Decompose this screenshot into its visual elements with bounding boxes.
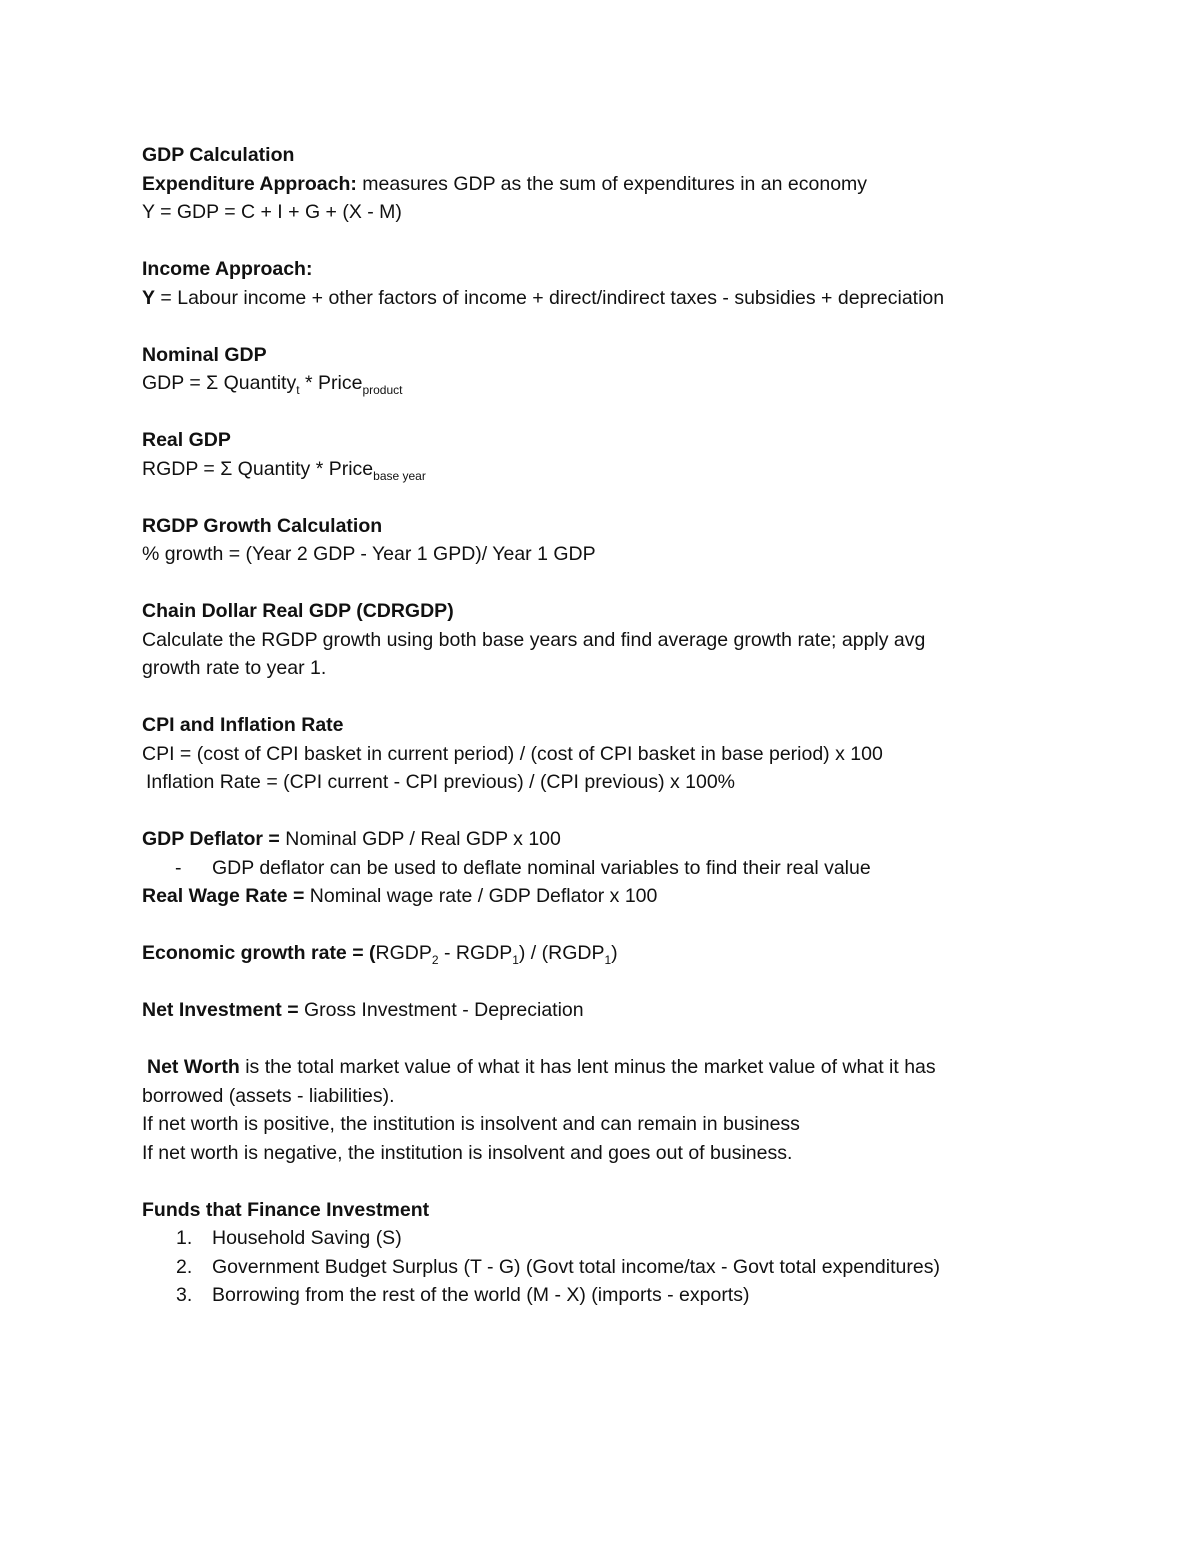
net-worth-positive: If net worth is positive, the institution is insolvent and can remain in business — [142, 1113, 800, 1135]
rgdp-growth-heading: RGDP Growth Calculation — [142, 514, 383, 537]
gdp-calculation-heading: GDP Calculation — [142, 144, 295, 166]
real-gdp-heading: Real GDP — [142, 429, 231, 451]
document-content — [142, 141, 1062, 1310]
deflator-bullet: - GDP deflator can be used to deflate nominal variables to find their real value — [142, 854, 1062, 883]
chain-dollar-heading: Chain Dollar Real GDP (CDRGDP) — [142, 600, 454, 622]
expenditure-approach-line: Expenditure Approach: measures GDP as the sum of expenditures in an economy — [142, 172, 868, 195]
gdp-deflator-line: GDP Deflator = Nominal GDP / Real GDP x 100 — [142, 828, 561, 850]
inflation-formula: Inflation Rate = (CPI current - CPI previous) / (CPI previous) x 100% — [146, 771, 736, 793]
list-item: 2. Government Budget Surplus (T - G) (Govt total income/tax - Govt total expenditures) — [176, 1255, 940, 1278]
nominal-gdp-heading: Nominal GDP — [142, 343, 267, 366]
list-item: 1. Household Saving (S) — [176, 1227, 402, 1249]
net-worth-line-1: Net Worth is the total market value of what it has lent minus the market value of what it has — [147, 1056, 936, 1078]
chain-dollar-text-1: Calculate the RGDP growth using both base years and find average growth rate; apply avg — [142, 628, 926, 651]
net-worth-line-2: borrowed (assets - liabilities). — [142, 1084, 395, 1107]
list-item: 3. Borrowing from the rest of the world (M - X) (imports - exports) — [176, 1284, 750, 1306]
bullet-dash: - — [175, 856, 182, 879]
cpi-heading: CPI and Inflation Rate — [142, 714, 344, 736]
expenditure-formula: Y = GDP = C + I + G + (X - M) — [142, 201, 402, 223]
income-formula: Y = Labour income + other factors of income + direct/indirect taxes - subsidies + depreciation — [142, 286, 945, 309]
funds-heading: Funds that Finance Investment — [142, 1198, 430, 1221]
net-worth-negative: If net worth is negative, the institution is insolvent and goes out of business. — [142, 1141, 793, 1164]
real-wage-rate-line: Real Wage Rate = Nominal wage rate / GDP Deflator x 100 — [142, 885, 658, 907]
economic-growth-line: Economic growth rate = ($RGDP_2$ - $RGDP_1$) / $(RGDP_1)$ — [142, 942, 618, 967]
rgdp-growth-formula: % growth = (Year 2 GDP - Year 1 GPD)/ Year 1 GDP — [142, 543, 596, 565]
cpi-formula: CPI = (cost of CPI basket in current period) / (cost of CPI basket in base period) x 100 — [142, 742, 883, 765]
real-gdp-formula: RGDP = Σ Quantity * Price$_{base year}$ — [142, 457, 426, 483]
income-approach-heading: Income Approach: — [142, 258, 313, 280]
nominal-gdp-formula: GDP = Σ Quantity$_t$ * Price$_{product}$ — [142, 372, 403, 397]
chain-dollar-text-2: growth rate to year 1. — [142, 657, 327, 679]
net-investment-line: Net Investment = Gross Investment - Depreciation — [142, 999, 584, 1021]
